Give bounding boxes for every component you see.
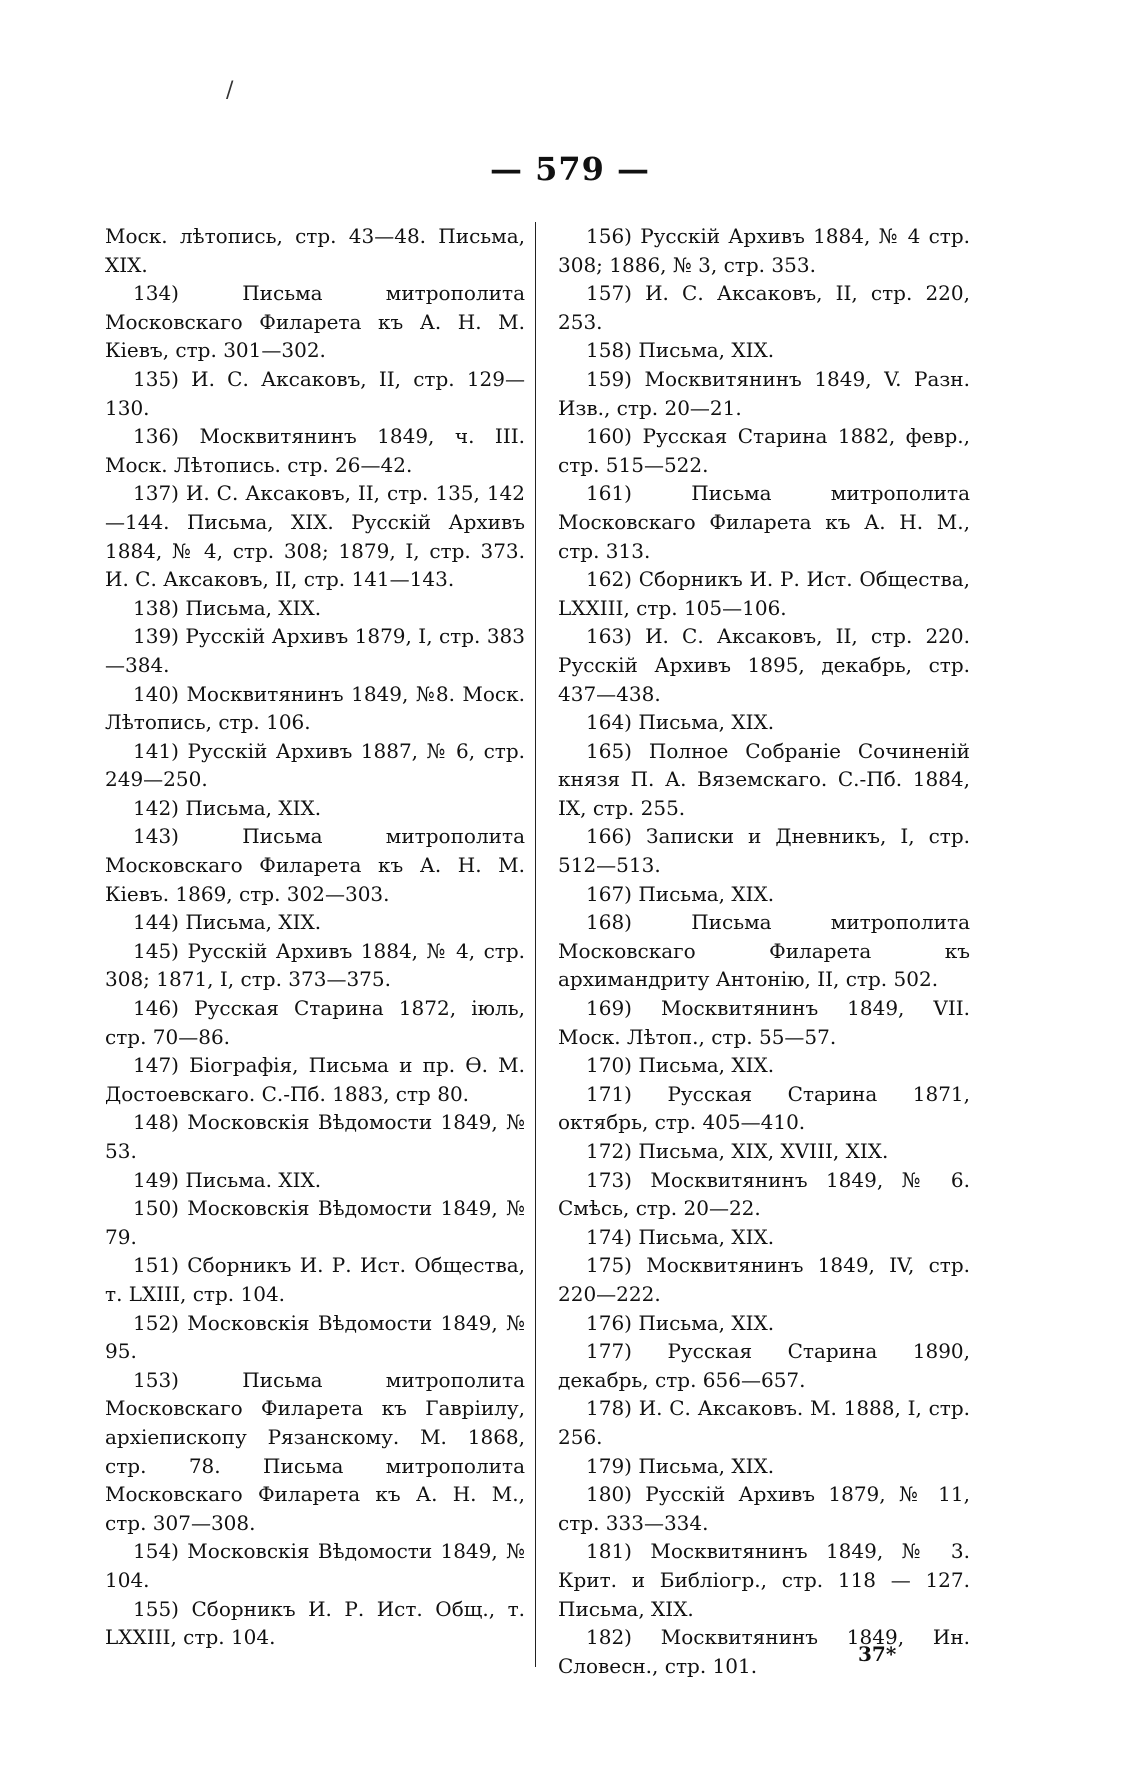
right-column bbox=[558, 222, 970, 1680]
reference-entry: 148) Московскія Вѣдомости 1849, № 53. bbox=[105, 1110, 525, 1163]
reference-entry: 143) Письма митрополита Московскаго Филарета къ А. Н. М. Кіевъ. 1869, стр. 302—303. bbox=[105, 824, 525, 906]
reference-entry: 149) Письма. XIX. bbox=[133, 1167, 322, 1192]
page-number: — 579 — bbox=[489, 150, 651, 188]
reference-entry: 170) Письма, XIX. bbox=[586, 1053, 775, 1078]
reference-entry: 144) Письма, XIX. bbox=[133, 910, 322, 935]
reference-entry: 179) Письма, XIX. bbox=[586, 1453, 775, 1478]
reference-entry: 135) И. С. Аксаковъ, II, стр. 129—130. bbox=[105, 366, 525, 420]
reference-entry: 174) Письма, XIX. bbox=[586, 1224, 775, 1249]
reference-entry: 147) Біографія, Письма и пр. Ѳ. М. Достоевскаго. С.-Пб. 1883, стр 80. bbox=[105, 1053, 525, 1106]
reference-entry: 157) И. С. Аксаковъ, II, стр. 220, 253. bbox=[558, 281, 970, 334]
reference-entry: 176) Письма, XIX. bbox=[586, 1310, 775, 1335]
reference-entry: 142) Письма, XIX. bbox=[133, 795, 322, 820]
stray-mark: / bbox=[226, 78, 234, 103]
reference-entry: 136) Москвитянинъ 1849, ч. III. Моск. Лѣтопись. стр. 26—42. bbox=[105, 424, 525, 477]
reference-entry: 167) Письма, XIX. bbox=[586, 881, 775, 906]
reference-entry: 162) Сборникъ И. Р. Ист. Общества, LXXIII, стр. 105—106. bbox=[558, 567, 970, 620]
reference-entry: 138) Письма, XIX. bbox=[133, 595, 322, 620]
reference-entry: 181) Москвитянинъ 1849, № 3. Крит. и Библіогр., стр. 118 — 127. Письма, XIX. bbox=[558, 1539, 970, 1621]
reference-entry: 153) Письма митрополита Московскаго Филарета къ Гавріилу, архіепископу Рязанскому. М. 1868, стр. 78. Письма митрополита Московскаго Филарета къ А. Н. М., стр. 307—308. bbox=[105, 1367, 525, 1535]
reference-entry: 150) Московскія Вѣдомости 1849, № 79. bbox=[105, 1196, 525, 1249]
reference-entry: 140) Москвитянинъ 1849, №8. Моск. Лѣтопись, стр. 106. bbox=[105, 681, 525, 735]
reference-entry: 171) Русская Старина 1871, октябрь, стр. 405—410. bbox=[558, 1081, 970, 1135]
reference-entry: 154) Московскія Вѣдомости 1849, № 104. bbox=[105, 1539, 525, 1592]
reference-entry: 182) Москвитянинъ 1849, Ин. Словесн., стр. 101. bbox=[558, 1625, 970, 1678]
reference-entry: 145) Русскій Архивъ 1884, № 4, стр. 308; 1871, I, стр. 373—375. bbox=[105, 938, 525, 992]
reference-entry: 180) Русскій Архивъ 1879, № 11, стр. 333—334. bbox=[558, 1482, 970, 1535]
column-divider bbox=[535, 222, 536, 1667]
left-column bbox=[105, 222, 525, 1652]
reference-entry: 146) Русская Старина 1872, іюль, стр. 70—86. bbox=[105, 996, 525, 1049]
reference-entry: 168) Письма митрополита Московскаго Филарета къ архимандриту Антонію, II, стр. 502. bbox=[558, 910, 970, 992]
reference-entry: 164) Письма, XIX. bbox=[586, 710, 775, 735]
reference-entry: 173) Москвитянинъ 1849, № 6. Смѣсь, стр. 20—22. bbox=[558, 1167, 970, 1221]
reference-entry: 139) Русскій Архивъ 1879, I, стр. 383—384. bbox=[105, 624, 525, 677]
reference-entry: 159) Москвитянинъ 1849, V. Разн. Изв., стр. 20—21. bbox=[558, 366, 970, 420]
reference-entry: 161) Письма митрополита Московскаго Филарета къ А. Н. М., стр. 313. bbox=[558, 481, 970, 563]
continued-reference: Моск. лѣтопись, стр. 43—48. Письма, XIX. bbox=[105, 224, 525, 277]
reference-entry: 178) И. С. Аксаковъ. М. 1888, I, стр. 256. bbox=[558, 1396, 970, 1449]
reference-entry: 151) Сборникъ И. Р. Ист. Общества, т. LXIII, стр. 104. bbox=[105, 1253, 525, 1306]
reference-entry: 155) Сборникъ И. Р. Ист. Общ., т. LXXIII, стр. 104. bbox=[105, 1596, 525, 1650]
reference-entry: 141) Русскій Архивъ 1887, № 6, стр. 249—250. bbox=[105, 738, 525, 792]
reference-entry: 152) Московскія Вѣдомости 1849, № 95. bbox=[105, 1310, 525, 1364]
reference-entry: 134) Письма митрополита Московскаго Филарета къ А. Н. М. Кіевъ, стр. 301—302. bbox=[105, 281, 525, 363]
printer-signature: 37* bbox=[858, 1642, 897, 1666]
reference-entry: 177) Русская Старина 1890, декабрь, стр. 656—657. bbox=[558, 1339, 970, 1392]
reference-entry: 160) Русская Старина 1882, февр., стр. 515—522. bbox=[558, 424, 970, 477]
reference-entry: 156) Русскій Архивъ 1884, № 4 стр. 308; 1886, № 3, стр. 353. bbox=[558, 224, 970, 277]
reference-entry: 165) Полное Собраніе Сочиненій князя П. А. Вяземскаго. С.-Пб. 1884, IX, стр. 255. bbox=[558, 738, 970, 820]
reference-entry: 169) Москвитянинъ 1849, VII. Моск. Лѣтоп., стр. 55—57. bbox=[558, 996, 970, 1049]
reference-entry: 175) Москвитянинъ 1849, IV, стр. 220—222. bbox=[558, 1253, 970, 1306]
reference-entry: 158) Письма, XIX. bbox=[586, 338, 775, 363]
reference-entry: 166) Записки и Дневникъ, I, стр. 512—513. bbox=[558, 824, 970, 878]
reference-entry: 137) И. С. Аксаковъ, II, стр. 135, 142—144. Письма, XIX. Русскій Архивъ 1884, № 4, стр. 308; 1879, I, стр. 373. И. С. Аксаковъ, II, стр. 141—143. bbox=[105, 481, 525, 592]
reference-entry: 163) И. С. Аксаковъ, II, стр. 220. Русскій Архивъ 1895, декабрь, стр. 437—438. bbox=[558, 624, 970, 706]
reference-entry: 172) Письма, XIX, XVIII, XIX. bbox=[586, 1139, 889, 1163]
